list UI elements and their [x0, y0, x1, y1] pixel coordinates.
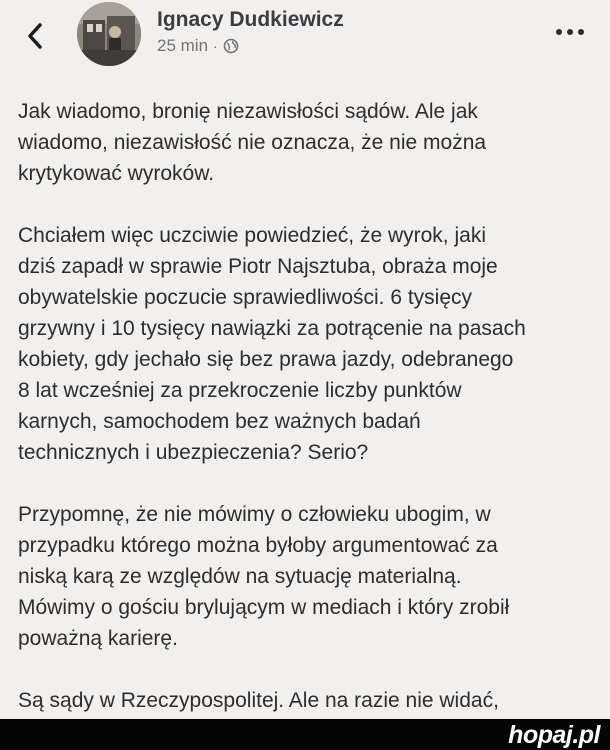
- post-body: [18, 96, 598, 747]
- post-header: [0, 0, 610, 80]
- back-button[interactable]: [20, 18, 50, 54]
- avatar[interactable]: [77, 2, 141, 66]
- post-meta: [157, 36, 239, 56]
- more-options-button[interactable]: [552, 22, 588, 42]
- post-paragraph: Jak wiadomo, bronię niezawisłości sądów. Ale jak wiadomo, niezawisłość nie oznacza, że nie można krytykować wyroków.: [18, 100, 487, 185]
- post-paragraph: Są sądy w Rzeczypospolitej. Ale na razie nie widać,: [18, 689, 499, 712]
- meta-separator: ·: [213, 38, 218, 54]
- more-horizontal-icon: [555, 28, 585, 36]
- watermark-bar: [0, 719, 610, 750]
- post-timestamp[interactable]: 25 min: [157, 36, 209, 55]
- globe-icon: [223, 38, 239, 54]
- post-paragraph: Przypomnę, że nie mówimy o człowieku ubogim, w przypadku którego można byłoby argumentować za niską karą ze względów na sytuację materialną. Mówimy o gościu brylującym w mediach i który zrobił poważną karierę.: [18, 503, 510, 650]
- chevron-left-icon: [27, 23, 43, 49]
- author-name[interactable]: Ignacy Dudkiewicz: [157, 8, 344, 31]
- post-paragraph: Chciałem więc uczciwie powiedzieć, że wyrok, jaki dziś zapadł w sprawie Piotr Najsztuba, obraża moje obywatelskie poczucie sprawiedliwości. 6 tysięcy grzywny i 10 tysięcy nawiązki za potrącenie na pasach kobiety, gdy jechało się bez prawa jazdy, odebranego 8 lat wcześniej za przekroczenie liczby punktów karnych, samochodem bez ważnych badań technicznych i ubezpieczenia? Serio?: [18, 224, 526, 464]
- watermark-logo: hopaj.pl: [508, 721, 600, 749]
